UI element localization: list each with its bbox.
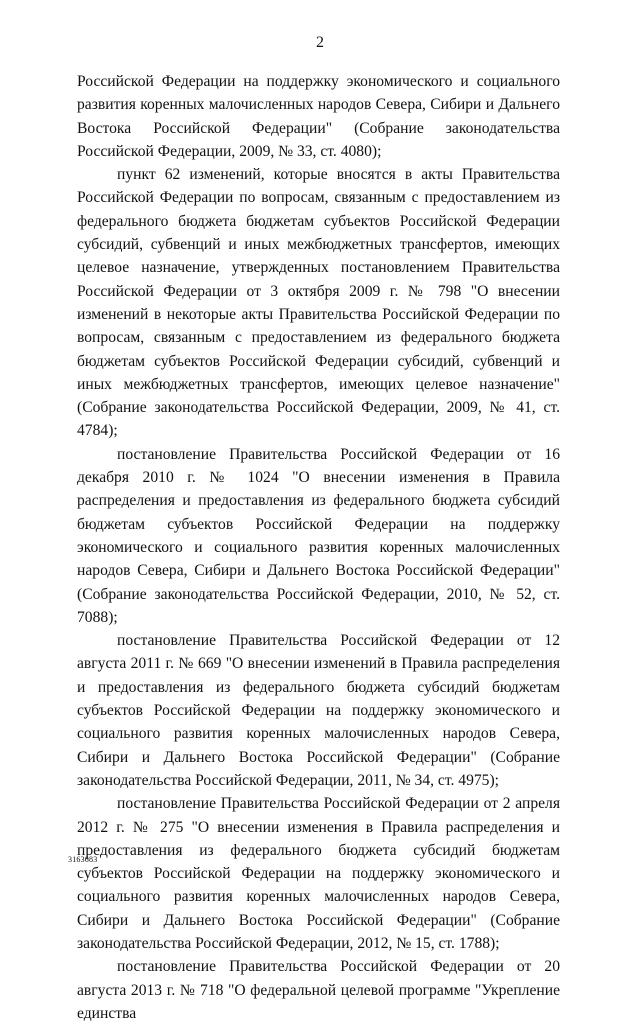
paragraph-continuation: Российской Федерации на поддержку экономического и социального развития коренных малочисленных народов Севера, Сибири и Дальнего Востока Российской Федерации" (Собрание законодательства Российской Федерации, 2009, № 33, ст. 4080); [77, 73, 560, 160]
paragraph-resolution-669: постановление Правительства Российской Федерации от 12 августа 2011 г. № 669 "О внесении изменений в Правила распределения и предоставления из федерального бюджета субсидий бюджетам субъектов Российской Федерации на поддержку экономического и социального развития коренных малочисленных народов Севера, Сибири и Дальнего Востока Российской Федерации" (Собрание законодательства Российской Федерации, 2011, № 34, ст. 4975); [77, 632, 560, 789]
page-number: 2 [316, 34, 324, 51]
document-body [77, 70, 560, 1025]
paragraph-resolution-1024: постановление Правительства Российской Федерации от 16 декабря 2010 г. № 1024 "О внесении изменения в Правила распределения и предоставления из федерального бюджета субсидий бюджетам субъектов Российской Федерации на поддержку экономического и социального развития коренных малочисленных народов Севера, Сибири и Дальнего Востока Российской Федерации" (Собрание законодательства Российской Федерации, 2010, № 52, ст. 7088); [77, 445, 560, 626]
paragraph-resolution-718: постановление Правительства Российской Федерации от 20 августа 2013 г. № 718 "О федеральной целевой программе "Укрепление единства [77, 958, 560, 1022]
paragraph-item-62: пункт 62 изменений, которые вносятся в акты Правительства Российской Федерации по вопросам, связанным с предоставлением из федерального бюджета бюджетам субъектов Российской Федерации субсидий, субвенций и иных межбюджетных трансфертов, имеющих целевое назначение, утвержденных постановлением Правительства Российской Федерации от 3 октября 2009 г. № 798 "О внесении изменений в некоторые акты Правительства Российской Федерации по вопросам, связанным с предоставлением из федерального бюджета бюджетам субъектов Российской Федерации субсидий, субвенций и иных межбюджетных трансфертов, имеющих целевое назначение" (Собрание законодательства Российской Федерации, 2009, № 41, ст. 4784); [77, 166, 560, 440]
document-code: 3163683 [68, 855, 98, 864]
paragraph-resolution-275: постановление Правительства Российской Федерации от 2 апреля 2012 г. № 275 "О внесении изменения в Правила распределения и предоставления из федерального бюджета субсидий бюджетам субъектов Российской Федерации на поддержку экономического и социального развития коренных малочисленных народов Севера, Сибири и Дальнего Востока Российской Федерации" (Собрание законодательства Российской Федерации, 2012, № 15, ст. 1788); [77, 795, 560, 952]
